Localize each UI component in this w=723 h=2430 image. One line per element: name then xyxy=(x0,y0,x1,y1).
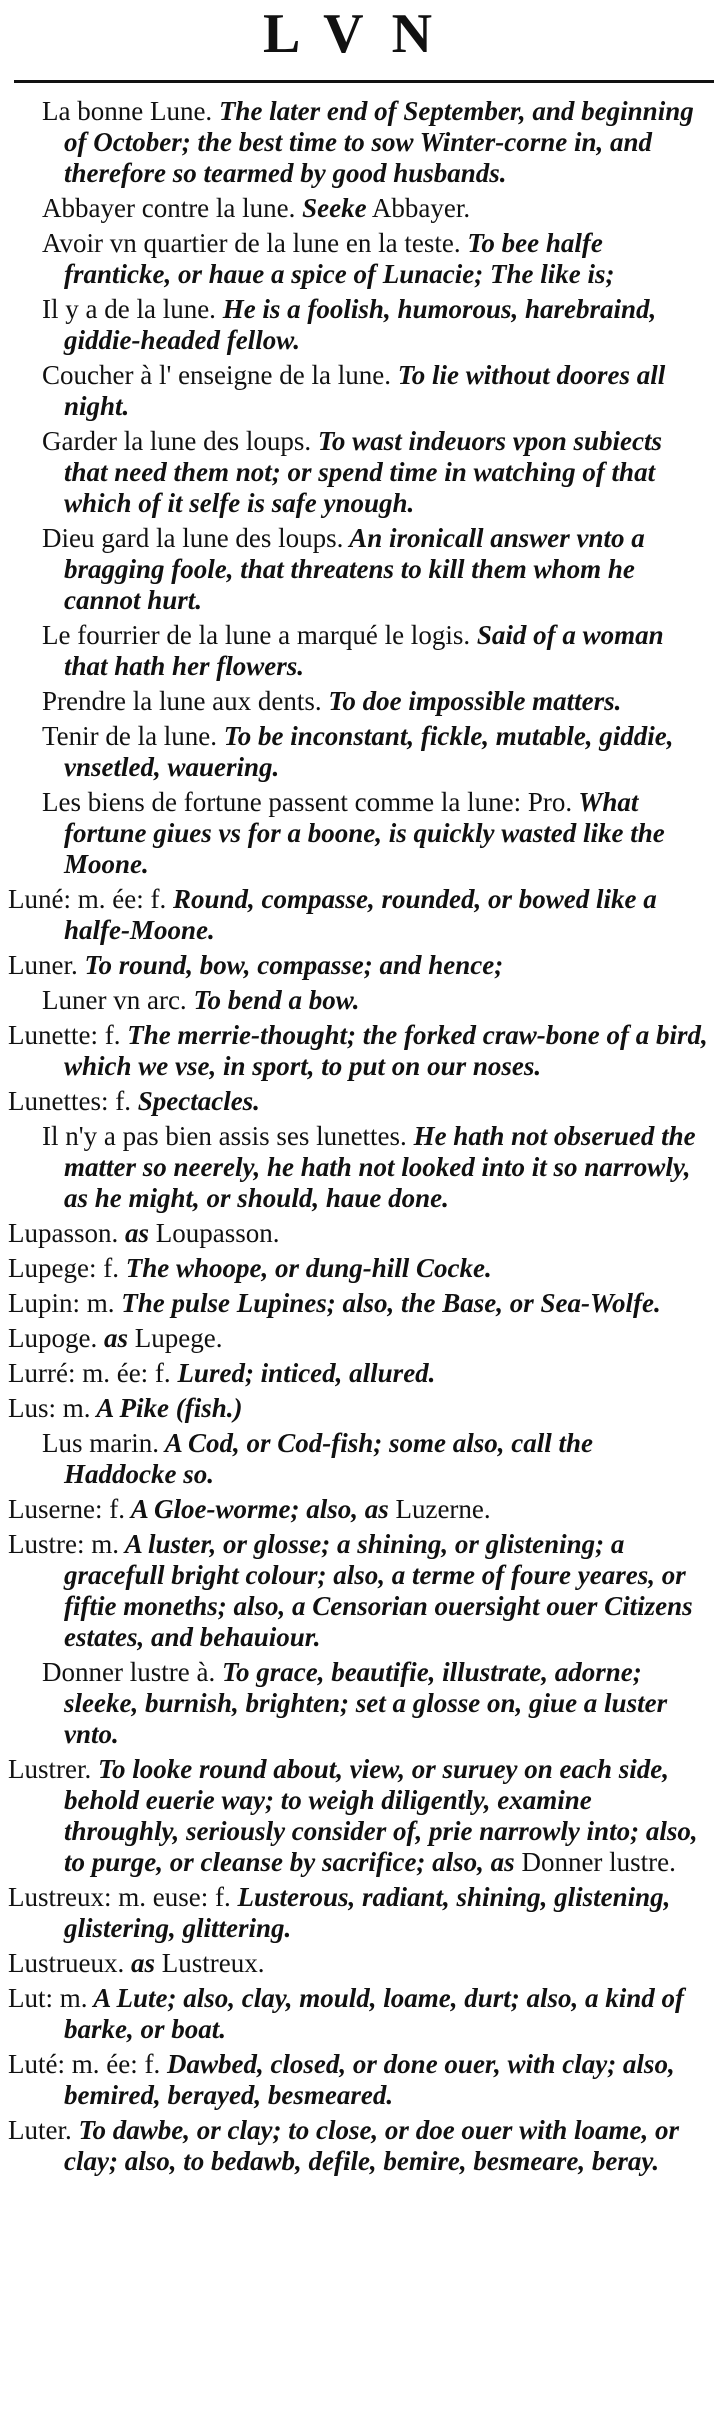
definition: To dawbe, or clay; to close, or doe ouer with loame, or clay; also, to bedawb, defile, bemire, besmeare, beray. xyxy=(64,2115,679,2176)
cross-reference: Loupasson. xyxy=(149,1218,280,1248)
sub-entry xyxy=(0,523,710,616)
cross-reference: Donner lustre. xyxy=(514,1847,676,1877)
definition: What fortune giues vs for a boone, is quickly wasted like the Moone. xyxy=(64,787,665,879)
definition: To wast indeuors vpon subiects that need them not; or spend time in watching of that which of it selfe is safe ynough. xyxy=(64,426,662,518)
dictionary-entry xyxy=(0,2115,710,2177)
headword: Lunette: f. xyxy=(8,1020,121,1050)
sub-entry xyxy=(0,985,710,1016)
definition: A Cod, or Cod-fish; some also, call the Haddocke so. xyxy=(64,1428,594,1489)
phrase: Coucher à l' enseigne de la lune. xyxy=(42,360,391,390)
running-head: LVN xyxy=(262,3,461,65)
dictionary-entry xyxy=(0,2049,710,2111)
headword: Lustrer. xyxy=(8,1754,92,1784)
definition: To bee halfe franticke, or haue a spice of Lunacie; The like is; xyxy=(64,228,615,289)
definition: Seeke xyxy=(295,193,367,223)
phrase: Abbayer contre la lune. xyxy=(42,193,296,223)
definition: as xyxy=(118,1218,150,1248)
phrase: Garder la lune des loups. xyxy=(42,426,312,456)
definition: To round, bow, compasse; and hence; xyxy=(77,950,504,980)
definition: The pulse Lupines; also, the Base, or Sea-Wolfe. xyxy=(114,1288,661,1318)
headword: Lus: m. xyxy=(8,1393,91,1423)
headword: Lurré: m. ée: f. xyxy=(8,1358,171,1388)
definition: To bend a bow. xyxy=(186,985,360,1015)
dictionary-entry xyxy=(0,1323,710,1354)
dictionary-entry xyxy=(0,1754,710,1878)
dictionary-entry xyxy=(0,884,710,946)
phrase: Il y a de la lune. xyxy=(42,294,216,324)
phrase: Les biens de fortune passent comme la lune: Pro. xyxy=(42,787,573,817)
definition: To grace, beautifie, illustrate, adorne; sleeke, burnish, brighten; set a glosse on, giue a luster vnto. xyxy=(64,1657,668,1749)
dictionary-entry xyxy=(0,1020,710,1082)
cross-reference: Lustreux. xyxy=(155,1948,265,1978)
phrase: Dieu gard la lune des loups. xyxy=(42,523,344,553)
phrase: Prendre la lune aux dents. xyxy=(42,686,322,716)
sub-entry xyxy=(0,721,710,783)
sub-entry xyxy=(0,787,710,880)
dictionary-entry xyxy=(0,1358,710,1389)
dictionary-entry xyxy=(0,1218,710,1249)
dictionary-entry xyxy=(0,1288,710,1319)
phrase: Avoir vn quartier de la lune en la teste. xyxy=(42,228,461,258)
definition: as xyxy=(97,1323,128,1353)
definition: An ironicall answer vnto a bragging foole, that threatens to kill them whom he cannot hurt. xyxy=(64,523,645,615)
headword: Luner. xyxy=(8,950,78,980)
cross-reference: Abbayer. xyxy=(366,193,471,223)
headword: Luserne: f. xyxy=(8,1494,125,1524)
headword: Lupasson. xyxy=(8,1218,119,1248)
phrase: Il n'y a pas bien assis ses lunettes. xyxy=(42,1121,407,1151)
phrase: La bonne Lune. xyxy=(42,96,213,126)
dictionary-entry xyxy=(0,1948,710,1979)
sub-entry xyxy=(0,360,710,422)
dictionary-entry xyxy=(0,950,710,981)
dictionary-entry xyxy=(0,1983,710,2045)
dictionary-entry xyxy=(0,1253,710,1284)
definition: Round, compasse, rounded, or bowed like a halfe-Moone. xyxy=(64,884,657,945)
dictionary-entry xyxy=(0,1494,710,1525)
definition: as xyxy=(124,1948,155,1978)
dictionary-entry xyxy=(0,1529,710,1653)
sub-entry xyxy=(0,96,710,189)
headword: Lut: m. xyxy=(8,1983,88,2013)
headword: Lustreux: m. euse: f. xyxy=(8,1882,231,1912)
definition: A Gloe-worme; also, as xyxy=(124,1494,389,1524)
definition: Lured; inticed, allured. xyxy=(170,1358,436,1388)
definition: The later end of September, and beginning of October; the best time to sow Winter-corne in, and therefore so tearmed by good husbands. xyxy=(64,96,694,188)
sub-entry xyxy=(0,620,710,682)
phrase: Tenir de la lune. xyxy=(42,721,218,751)
headword: Lupege: f. xyxy=(8,1253,119,1283)
phrase: Luner vn arc. xyxy=(42,985,187,1015)
headword: Lupoge. xyxy=(8,1323,98,1353)
headword: Lustrueux. xyxy=(8,1948,125,1978)
headword: Luté: m. ée: f. xyxy=(8,2049,161,2079)
definition: He hath not obserued the matter so neerely, he hath not looked into it so narrowly, as he might, or should, haue done. xyxy=(64,1121,696,1213)
definition: Lusterous, radiant, shining, glistening, glistering, glittering. xyxy=(64,1882,671,1943)
definition: The merrie-thought; the forked craw-bone of a bird, which we vse, in sport, to put on our noses. xyxy=(64,1020,708,1081)
dictionary-entry xyxy=(0,1393,710,1424)
sub-entry xyxy=(0,193,710,224)
headword: Lupin: m. xyxy=(8,1288,115,1318)
definition: A luster, or glosse; a shining, or glistening; a gracefull bright colour; also, a terme of foure yeares, or fiftie moneths; also, a Censorian ouersight ouer Citizens estates, and behauiour. xyxy=(64,1529,693,1652)
sub-entry xyxy=(0,426,710,519)
cross-reference: Lupege. xyxy=(128,1323,223,1353)
headword: Lunettes: f. xyxy=(8,1086,131,1116)
sub-entry xyxy=(0,1657,710,1750)
definition: To looke round about, view, or suruey on each side, behold euerie way; to weigh diligently, examine throughly, seriously consider of, prie narrowly into; also, to purge, or cleanse by sacrifice; also, as xyxy=(64,1754,698,1877)
definition: He is a foolish, humorous, harebraind, giddie-headed fellow. xyxy=(64,294,657,355)
entry-list xyxy=(0,96,723,2181)
sub-entry xyxy=(0,1121,710,1214)
headword: Lustre: m. xyxy=(8,1529,119,1559)
sub-entry xyxy=(0,686,710,717)
definition: To doe impossible matters. xyxy=(321,686,622,716)
sub-entry xyxy=(0,1428,710,1490)
headword: Luné: m. ée: f. xyxy=(8,884,167,914)
definition: Spectacles. xyxy=(130,1086,260,1116)
cross-reference: Luzerne. xyxy=(388,1494,491,1524)
phrase: Le fourrier de la lune a marqué le logis. xyxy=(42,620,471,650)
sub-entry xyxy=(0,294,710,356)
definition: A Pike (fish.) xyxy=(90,1393,243,1423)
dictionary-entry xyxy=(0,1086,710,1117)
definition: To be inconstant, fickle, mutable, giddie, vnsetled, wauering. xyxy=(64,721,674,782)
definition: The whoope, or dung-hill Cocke. xyxy=(118,1253,492,1283)
dictionary-entry xyxy=(0,1882,710,1944)
definition: Said of a woman that hath her flowers. xyxy=(64,620,664,681)
phrase: Donner lustre à. xyxy=(42,1657,216,1687)
definition: Dawbed, closed, or done ouer, with clay; also, bemired, berayed, besmeared. xyxy=(64,2049,675,2110)
sub-entry xyxy=(0,228,710,290)
phrase: Lus marin. xyxy=(42,1428,159,1458)
headword: Luter. xyxy=(8,2115,72,2145)
header-rule xyxy=(14,80,714,83)
definition: A Lute; also, clay, mould, loame, durt; also, a kind of barke, or boat. xyxy=(64,1983,685,2044)
definition: To lie without doores all night. xyxy=(64,360,666,421)
